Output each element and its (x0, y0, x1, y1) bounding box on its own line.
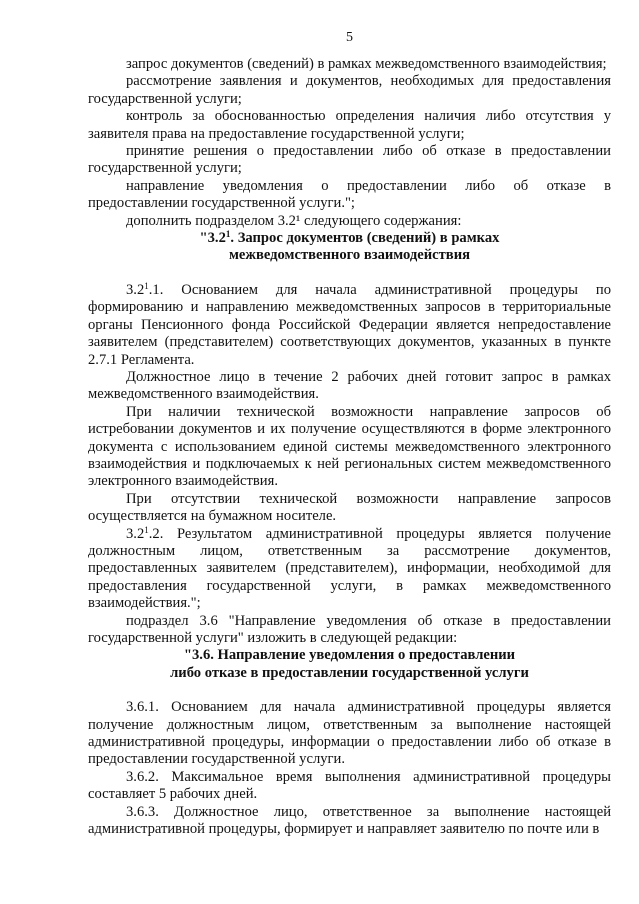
paragraph-official-2-days: Должностное лицо в течение 2 рабочих дней готовит запрос в рамках межведомственного взаимодействия. (88, 368, 611, 403)
list-item-control: контроль за обоснованностью определения наличия либо отсутствия у заявителя права на предоставление государственной услуги; (88, 108, 611, 142)
clause-number: 3.2 (126, 281, 145, 298)
spacer (88, 265, 611, 282)
paragraph-3-6-1: 3.6.1. Основанием для начала административной процедуры является получение должностным лицом, ответственным за выполнение настоящей административной процедуры, информации о предоставлении либо об отказе в предоставлении государственной услуги. (88, 699, 611, 768)
list-item-notification: направление уведомления о предоставлении либо об отказе в предоставлении государственной услуги."; (88, 177, 611, 212)
heading-number: "3.2 (199, 230, 226, 247)
page-number: 5 (346, 30, 353, 45)
clause-text: .1. Основанием для начала административной процедуры по формированию и направлению межведомственных запросов в территориальные органы Пенсионного фонда Российской Федерации является непредоставление заявителем (представителем) соответствующих документов, указанных в пункте 2.7.1 Регламента. (88, 281, 611, 368)
list-item-decision: принятие решения о предоставлении либо об отказе в предоставлении государственной услуги; (88, 143, 611, 177)
paragraph-3-2-1-2 (88, 526, 611, 613)
spacer (88, 682, 611, 699)
heading-superscript: 1 (225, 229, 231, 240)
clause-superscript: 1 (144, 524, 149, 535)
heading-title-part2: межведомственного взаимодействия (228, 247, 470, 264)
clause-superscript: 1 (144, 280, 149, 291)
clause-number: 3.2 (126, 525, 145, 542)
paragraph-electronic-requests: При наличии технической возможности направление запросов об истребовании документов и их получение осуществляются в форме электронного документа с использованием единой системы межведомственного электронного взаимодействия и подключаемых к ней региональных систем межведомственного электронного взаимодействия. (88, 403, 611, 490)
list-item-review: рассмотрение заявления и документов, необходимых для предоставления государственной услуги; (88, 73, 611, 107)
paragraph-subsection-3-6-intro: подраздел 3.6 "Направление уведомления об отказе в предоставлении государственной услуги" изложить в следующей редакции: (88, 612, 611, 646)
section-heading-3-2-1 (88, 230, 611, 265)
paragraph-3-2-1-1 (88, 282, 611, 369)
heading-line1: "3.6. Направление уведомления о предоставлении (183, 647, 516, 664)
heading-title-part1: . Запрос документов (сведений) в рамках (230, 230, 500, 247)
clause-text: .2. Результатом административной процедуры является получение должностным лицом, ответственным за рассмотрение документов, предоставленных заявителем (представителем), информации, необходимой для предоставления государственной услуги, в рамках межведомственного взаимодействия."; (88, 525, 611, 612)
section-heading-3-6 (88, 647, 611, 682)
heading-line2: либо отказе в предоставлении государственной услуги (170, 664, 529, 681)
amendment-intro: дополнить подразделом 3.2¹ следующего содержания: (126, 212, 462, 229)
paragraph-3-6-2: 3.6.2. Максимальное время выполнения административной процедуры составляет 5 рабочих дней. (88, 768, 611, 803)
paragraph-paper-requests: При отсутствии технической возможности направление запросов осуществляется на бумажном носителе. (88, 490, 611, 525)
paragraph-3-6-3: 3.6.3. Должностное лицо, ответственное за выполнение настоящей административной процедуры, формирует и направляет заявителю по почте или в (88, 803, 611, 838)
list-item-request: запрос документов (сведений) в рамках межведомственного взаимодействия; (126, 56, 607, 72)
